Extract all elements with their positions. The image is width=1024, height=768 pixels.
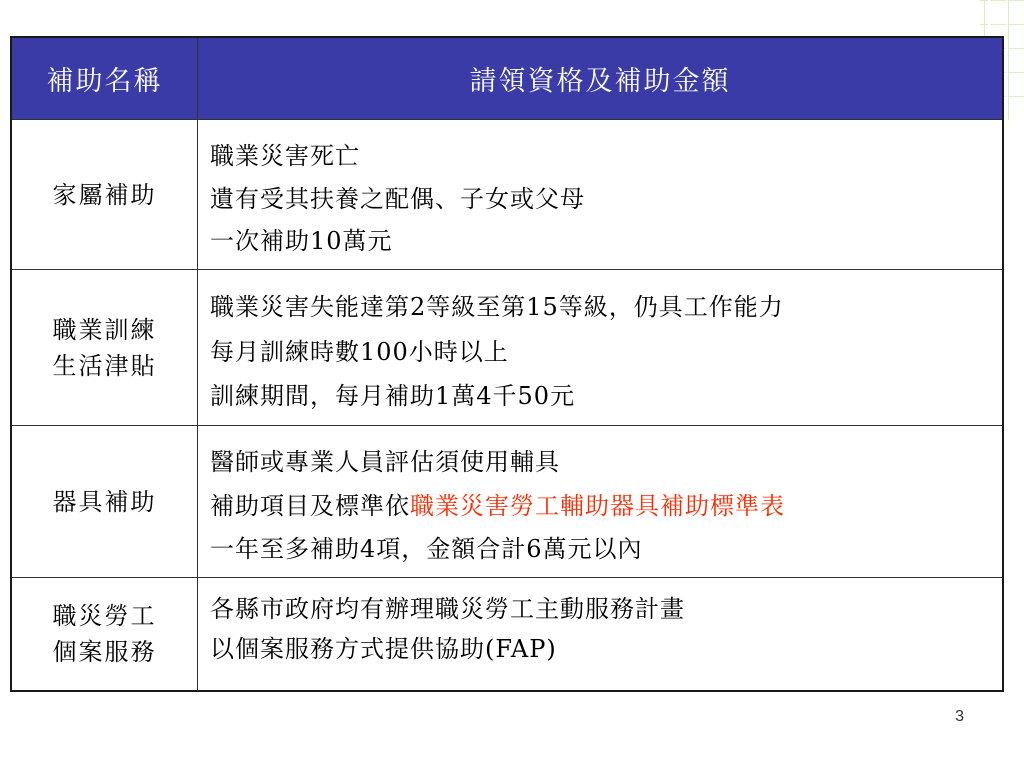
desc-line	[210, 491, 1002, 521]
desc-prefix: 補助項目及標準依	[210, 491, 410, 520]
desc-line: 職業災害死亡	[210, 141, 360, 170]
header-col-name: 補助名稱	[12, 38, 198, 120]
row-name-case-service	[12, 578, 198, 690]
desc-line: 醫師或專業人員評估須使用輔具	[210, 448, 560, 477]
desc-line: 一次補助10萬元	[210, 227, 393, 256]
desc-highlight-link: 職業災害勞工輔助器具補助標準表	[410, 491, 785, 520]
page-number: 3	[955, 708, 964, 725]
desc-line: 以個案服務方式提供協助(FAP)	[210, 635, 557, 663]
decor-line	[1006, 0, 1008, 120]
row-name-line: 職災勞工	[52, 602, 157, 630]
desc-line: 各縣市政府均有辦理職災勞工主動服務計畫	[210, 595, 685, 623]
row-desc-training	[198, 270, 1002, 426]
desc-line: 一年至多補助4項，金額合計6萬元以內	[210, 534, 643, 563]
row-desc-case-service	[198, 578, 1002, 690]
desc-line: 職業災害失能達第2等級至第15等級，仍具工作能力	[210, 293, 784, 322]
row-name-family	[12, 120, 198, 270]
row-name-line: 器具補助	[52, 487, 157, 516]
desc-line: 每月訓練時數100小時以上	[210, 337, 509, 366]
row-name-equipment	[12, 426, 198, 578]
row-name-line: 生活津貼	[52, 351, 157, 380]
row-desc-family	[198, 120, 1002, 270]
subsidy-table	[10, 36, 1004, 692]
row-name-training	[12, 270, 198, 426]
row-name-line: 個案服務	[52, 638, 157, 666]
row-desc-equipment	[198, 426, 1002, 578]
desc-line: 遺有受其扶養之配偶、子女或父母	[210, 184, 585, 213]
row-name-line: 職業訓練	[52, 315, 157, 344]
desc-line: 訓練期間，每月補助1萬4千50元	[210, 381, 576, 410]
header-col-qualification: 請領資格及補助金額	[198, 38, 1002, 120]
row-name-line: 家屬補助	[52, 180, 157, 209]
